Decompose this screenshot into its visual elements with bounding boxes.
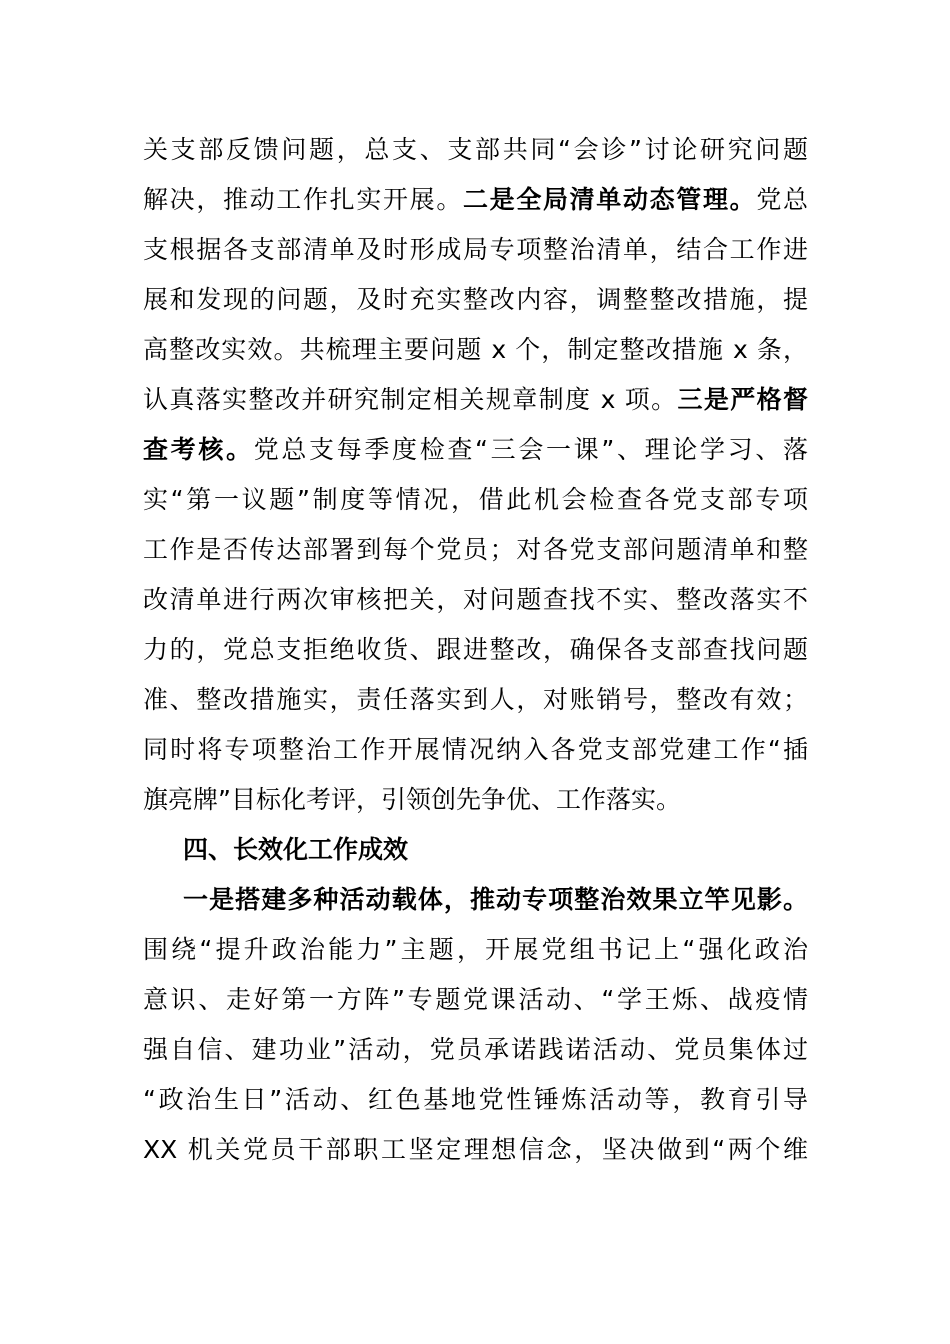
text-line (143, 125, 808, 175)
text-run: 展和发现的问题，及时充实整改内容，调整整改措施，提 (143, 285, 808, 314)
text-run: 同时将专项整治工作开展情况纳入各党支部党建工作“插 (143, 735, 808, 764)
text-line (143, 975, 808, 1025)
text-line (143, 775, 808, 825)
text-line (143, 425, 808, 475)
text-run: 准、整改措施实，责任落实到人，对账销号，整改有效； (143, 685, 808, 714)
text-line (143, 475, 808, 525)
text-line (143, 875, 808, 925)
text-run: “政治生日”活动、红色基地党性锤炼活动等，教育引导 (143, 1085, 808, 1114)
text-line (143, 925, 808, 975)
bold-text-run: 一是搭建多种活动载体，推动专项整治效果立竿见影。 (183, 885, 808, 914)
text-run: 工作是否传达部署到每个党员；对各党支部问题清单和整 (143, 535, 808, 564)
text-run: 旗亮牌”目标化考评，引领创先争优、工作落实。 (143, 785, 681, 814)
text-run: 实“第一议题”制度等情况，借此机会检查各党支部专项 (143, 485, 808, 514)
text-line (143, 1125, 808, 1175)
text-line (143, 725, 808, 775)
text-line (143, 325, 808, 375)
text-line (143, 525, 808, 575)
text-line (143, 825, 808, 875)
bold-text-run: 四、长效化工作成效 (183, 835, 409, 864)
text-line (143, 1025, 808, 1075)
text-run: 改清单进行两次审核把关，对问题查找不实、整改落实不 (143, 585, 808, 614)
text-run: 党总支每季度检查“三会一课”、理论学习、落 (253, 435, 808, 464)
text-run: 认真落实整改并研究制定相关规章制度 x 项。 (143, 385, 678, 414)
text-line (143, 675, 808, 725)
text-run: 力的，党总支拒绝收货、跟进整改，确保各支部查找问题 (143, 635, 808, 664)
text-line (143, 175, 808, 225)
text-run: 高整改实效。共梳理主要问题 x 个，制定整改措施 x 条， (143, 335, 808, 364)
text-run: 解决，推动工作扎实开展。 (143, 185, 463, 214)
bold-text-run: 查考核。 (143, 435, 254, 464)
text-line (143, 1075, 808, 1125)
text-line (143, 275, 808, 325)
text-line (143, 225, 808, 275)
bold-text-run: 三是严格督 (677, 385, 808, 414)
text-run: 支根据各支部清单及时形成局专项整治清单，结合工作进 (143, 235, 808, 264)
text-line (143, 375, 808, 425)
text-run: 关支部反馈问题，总支、支部共同“会诊”讨论研究问题 (143, 135, 808, 164)
bold-text-run: 二是全局清单动态管理。 (462, 185, 757, 214)
text-run: 强自信、建功业”活动，党员承诺践诺活动、党员集体过 (143, 1035, 808, 1064)
text-run: 意识、走好第一方阵”专题党课活动、“学王烁、战疫情 (143, 985, 808, 1014)
text-run: XX 机关党员干部职工坚定理想信念，坚决做到“两个维 (143, 1135, 808, 1164)
text-line (143, 625, 808, 675)
text-run: 党总 (756, 185, 808, 214)
text-run: 围绕“提升政治能力”主题，开展党组书记上“强化政治 (143, 935, 808, 964)
text-line (143, 575, 808, 625)
body-text (143, 125, 808, 1175)
